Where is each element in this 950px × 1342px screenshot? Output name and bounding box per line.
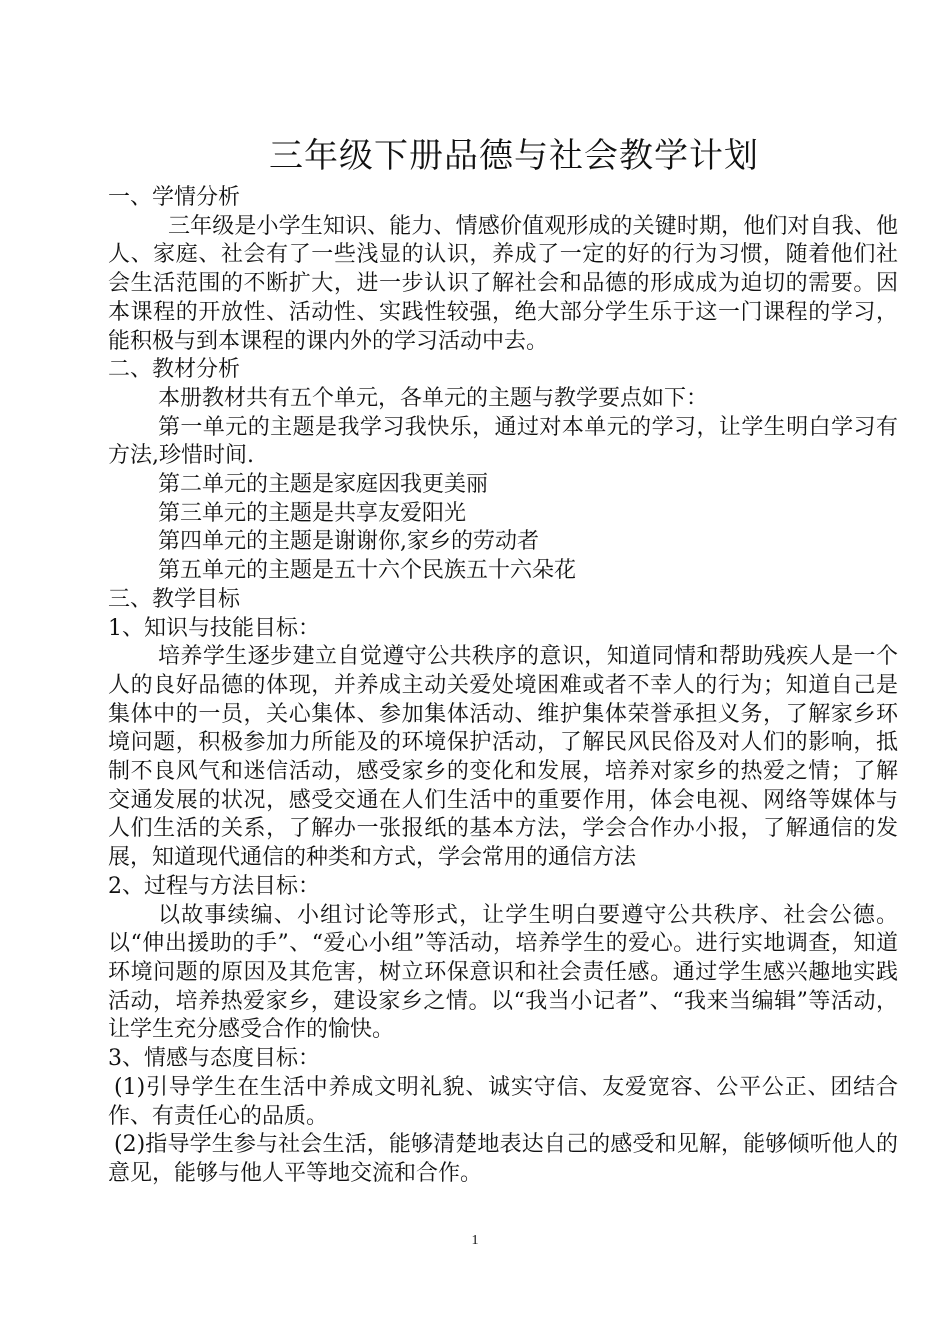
section-heading-student-analysis: 一、学情分析 <box>108 185 241 210</box>
goal3-item-2: (2)指导学生参与社会生活，能够清楚地表达自己的感受和见解，能够倾听他人的意见，能够与他人平等地交流和合作。 <box>108 1132 898 1186</box>
unit1-paragraph: 第一单元的主题是我学习我快乐，通过对本单元的学习，让学生明白学习有方法,珍惜时间. <box>108 414 898 469</box>
document-page <box>108 128 898 1189</box>
goal2-paragraph: 以故事续编、小组讨论等形式，让学生明白要遵守公共秩序、社会公德。以“伸出援助的手”、“爱心小组”等活动，培养学生的爱心。进行实地调查，知道环境问题的原因及其危害，树立环保意识和社会责任感。通过学生感兴趣地实践活动，培养热爱家乡，建设家乡之情。以“我当小记者”、“我来当编辑”等活动，让学生充分感受合作的愉快。 <box>108 902 898 1043</box>
goal1-heading: 1、知识与技能目标： <box>108 615 320 641</box>
student-analysis-paragraph: 三年级是小学生知识、能力、情感价值观形成的关键时期，他们对自我、他人、家庭、社会有了一些浅显的认识，养成了一定的好的行为习惯，随着他们社会生活范围的不断扩大，进一步认识了解社会和品德的形成成为迫切的需要。因本课程的开放性、活动性、实践性较强，绝大部分学生乐于这一门课程的学习，能积极与到本课程的课内外的学习活动中去。 <box>108 213 898 354</box>
unit5-paragraph: 第五单元的主题是五十六个民族五十六朵花 <box>158 558 577 584</box>
goal3-heading: 3、情感与态度目标： <box>108 1046 320 1072</box>
goal2-heading: 2、过程与方法目标： <box>108 873 320 899</box>
document-title: 三年级下册品德与社会教学计划 <box>269 136 759 176</box>
textbook-intro-paragraph: 本册教材共有五个单元，各单元的主题与教学要点如下： <box>158 385 709 411</box>
section-heading-teaching-goals: 三、教学目标 <box>108 586 241 612</box>
unit4-paragraph: 第四单元的主题是谢谢你,家乡的劳动者 <box>158 529 539 555</box>
unit3-paragraph: 第三单元的主题是共享友爱阳光 <box>158 500 467 526</box>
page-number: 1 <box>471 1233 479 1248</box>
unit2-paragraph: 第二单元的主题是家庭因我更美丽 <box>158 472 489 498</box>
goal1-paragraph: 培养学生逐步建立自觉遵守公共秩序的意识，知道同情和帮助残疾人是一个人的良好品德的体现，并养成主动关爱处境困难或者不幸人的行为；知道自己是集体中的一员，关心集体、参加集体活动、维护集体荣誉承担义务，了解家乡环境问题，积极参加力所能及的环境保护活动，了解民风民俗及对人们的影响，抵制不良风气和迷信活动，感受家乡的变化和发展，培养对家乡的热爱之情；了解交通发展的状况，感受交通在人们生活中的重要作用，体会电视、网络等媒体与人们生活的关系，了解办一张报纸的基本方法，学会合作办小报，了解通信的发展，知道现代通信的种类和方式，学会常用的通信方法 <box>108 644 898 871</box>
goal3-item-1: (1)引导学生在生活中养成文明礼貌、诚实守信、友爱宽容、公平公正、团结合作、有责任心的品质。 <box>108 1074 898 1129</box>
section-heading-textbook-analysis: 二、教材分析 <box>108 357 241 383</box>
